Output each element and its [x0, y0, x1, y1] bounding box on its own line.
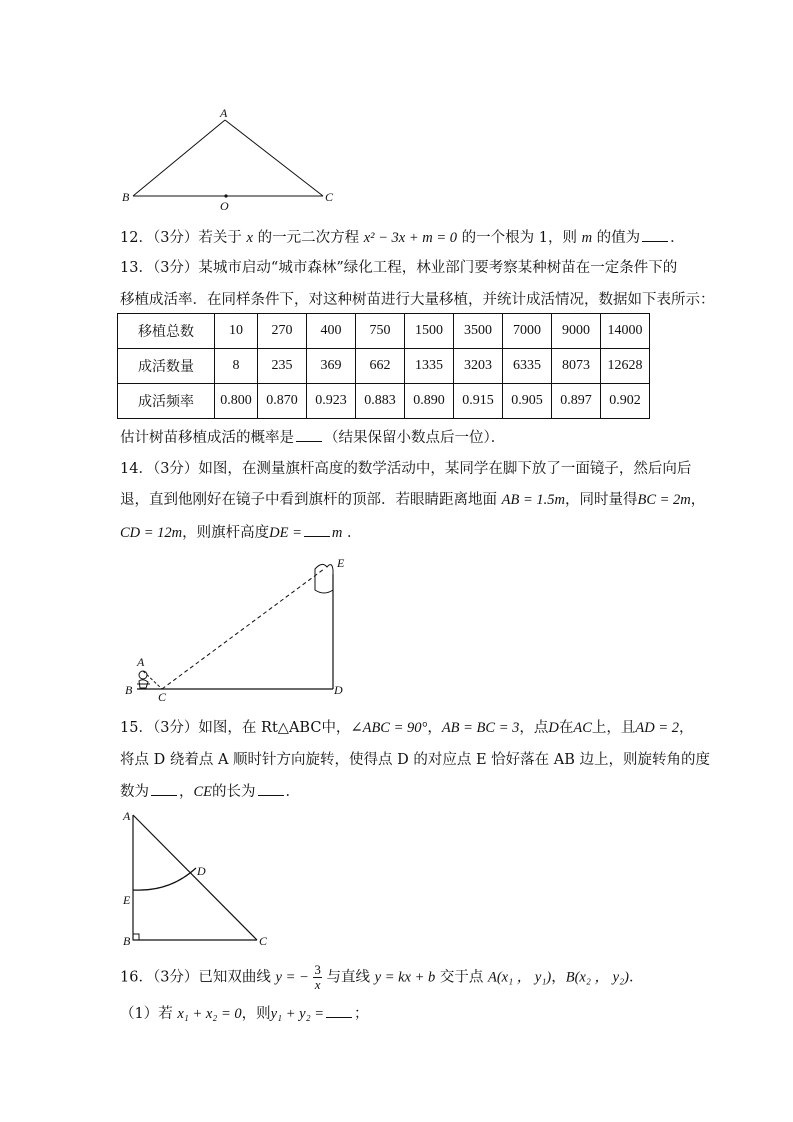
label-e: E [123, 893, 131, 907]
q16-sub1-expr: y₁ + y₂ = [270, 1006, 325, 1022]
q16-sub1-end: ； [354, 1006, 369, 1022]
table-cell: 369 [307, 349, 356, 384]
q15-d: D [548, 720, 559, 736]
q15-line3-prefix: 数为 [120, 784, 149, 800]
label-a: A [220, 106, 228, 120]
table-cell: 0.870 [258, 384, 307, 419]
q12-m: m [581, 230, 593, 246]
rotation-arc [133, 868, 196, 890]
q15-line1-prefix: 15．（3分）如图，在 [120, 720, 257, 736]
q14-line3-mid: ，则旗杆高度 [182, 525, 270, 541]
q16-mid: 与直线 [326, 969, 371, 986]
q16-line: y = kx + b [374, 969, 436, 986]
q15-line1-mid5: 上，且 [591, 720, 636, 736]
q15-line1-mid2: ， [427, 720, 442, 736]
label-b: B [122, 190, 130, 204]
q16-sep: ， [551, 969, 566, 986]
segment-ac [133, 815, 257, 940]
q16-sub1-prefix: （1）若 [120, 1006, 173, 1022]
right-angle-mark [133, 934, 139, 940]
table-cell: 235 [258, 349, 307, 384]
q12-x: x [246, 230, 253, 246]
table-row-header: 成活数量 [118, 349, 215, 384]
table-cell: 0.890 [405, 384, 454, 419]
q12-mid2: 的一个根为 1，则 [461, 230, 577, 246]
table-cell: 270 [258, 314, 307, 349]
q15-line1-mid1: 中， [321, 720, 351, 736]
q12-prefix: 12．（3分）若关于 [120, 230, 242, 246]
q15-rt: Rt△ABC [261, 720, 322, 736]
q15-end: ． [285, 784, 301, 800]
q15-abbc: AB = BC = 3 [441, 720, 520, 736]
table-cell: 3500 [454, 314, 503, 349]
q14-line2-prefix: 退，直到他刚好在镜子中看到旗杆的顶部．若眼睛距离地面 [120, 492, 497, 508]
q15-line1-mid4: 在 [558, 720, 574, 736]
label-e: E [337, 556, 345, 570]
table-cell: 0.905 [503, 384, 552, 419]
table-cell: 0.923 [307, 384, 356, 419]
table-cell: 12628 [601, 349, 650, 384]
q14-line2-end: ， [690, 492, 706, 508]
q16-fraction [313, 963, 322, 992]
table-cell: 0.915 [454, 384, 503, 419]
question-16 [120, 963, 643, 992]
q16-point-a: A(x₁ ， y₁) [488, 969, 552, 986]
table-cell: 0.800 [215, 384, 258, 419]
q14-cd: CD = 12m [120, 525, 183, 541]
question-13-line-1: 13．（3分）某城市启动“城市森林”绿化工程，林业部门要考察某种树苗在一定条件下的 [120, 260, 678, 276]
table-row-header: 成活频率 [118, 384, 215, 419]
q13-after-prefix: 估计树苗移植成活的概率是 [120, 430, 294, 446]
q16-sub1-mid: ，则 [241, 1006, 271, 1022]
q12-end: ． [670, 230, 685, 246]
table-cell: 1500 [405, 314, 454, 349]
q15-line3-mid: ， [179, 784, 194, 800]
q15-line1-mid3: ，点 [519, 720, 549, 736]
q14-unit: m [331, 525, 343, 541]
table-cell: 3203 [454, 349, 503, 384]
q15-ad: AD = 2 [635, 720, 680, 736]
q16-prefix: 16．（3分）已知双曲线 [120, 969, 271, 986]
q16-numerator: 3 [314, 962, 321, 977]
label-c: C [325, 190, 334, 204]
q12-suffix: 的值为 [596, 230, 641, 246]
table-cell: 8073 [552, 349, 601, 384]
table-cell: 662 [356, 349, 405, 384]
label-d: D [197, 864, 206, 878]
q15-line1-end: ， [679, 720, 694, 736]
label-b: B [125, 683, 133, 697]
q14-ab: AB = 1.5m [501, 492, 565, 508]
question-16-sub-1 [120, 1003, 369, 1024]
label-o: O [220, 199, 229, 213]
q14-bc: BC = 2m [637, 492, 691, 508]
table-cell: 8 [215, 349, 258, 384]
q16-point-b: B(x₂ ， y₂) [565, 969, 629, 986]
table-cell: 0.883 [356, 384, 405, 419]
q16-end: ． [628, 969, 644, 986]
q13-after-suffix: （结果保留小数点后一位）． [324, 430, 506, 446]
q15-ac: AC [573, 720, 592, 736]
label-a: A [123, 809, 131, 823]
question-15-line-2: 将点 D 绕着点 A 顺时针方向旋转，使得点 D 的对应点 E 恰好落在 AB 边上，则旋转角的度 [120, 752, 711, 768]
q16-mid2: 交于点 [439, 969, 484, 986]
q15-ce: CE [193, 784, 213, 800]
label-c: C [158, 690, 167, 704]
table-cell: 10 [215, 314, 258, 349]
question-14-line-1: 14．（3分）如图，在测量旗杆高度的数学活动中，某同学在脚下放了一面镜子，然后向后 [120, 461, 692, 477]
table-cell: 750 [356, 314, 405, 349]
label-d: D [334, 683, 343, 697]
label-a: A [137, 655, 145, 669]
table-row-header: 移植总数 [118, 314, 215, 349]
q16-y: y = − [275, 969, 309, 986]
label-b: B [123, 934, 131, 948]
table-cell: 6335 [503, 349, 552, 384]
table-cell: 14000 [601, 314, 650, 349]
answer-blank-16-1[interactable] [326, 1003, 352, 1018]
q16-sub1-cond: x₁ + x₂ = 0 [177, 1006, 242, 1022]
q15-angle: ∠ABC = 90° [350, 720, 428, 736]
q14-line2-mid: ，同时量得 [564, 492, 638, 508]
q14-end: ． [347, 525, 362, 541]
table-cell: 400 [307, 314, 356, 349]
table-cell: 0.897 [552, 384, 601, 419]
table-cell: 9000 [552, 314, 601, 349]
question-13-line-2: 移植成活率．在同样条件下，对这种树苗进行大量移植，并统计成活情况，数据如下表所示： [120, 292, 715, 308]
q12-equation: x² − 3x + m = 0 [363, 230, 457, 246]
q12-mid1: 的一元二次方程 [257, 230, 360, 246]
label-c: C [259, 934, 268, 948]
table-cell: 7000 [503, 314, 552, 349]
q14-de: DE = [269, 525, 302, 541]
q15-line3-mid2: 的长为 [212, 784, 256, 800]
q16-denominator: x [314, 977, 321, 992]
table-cell: 1335 [405, 349, 454, 384]
table-cell: 0.902 [601, 384, 650, 419]
